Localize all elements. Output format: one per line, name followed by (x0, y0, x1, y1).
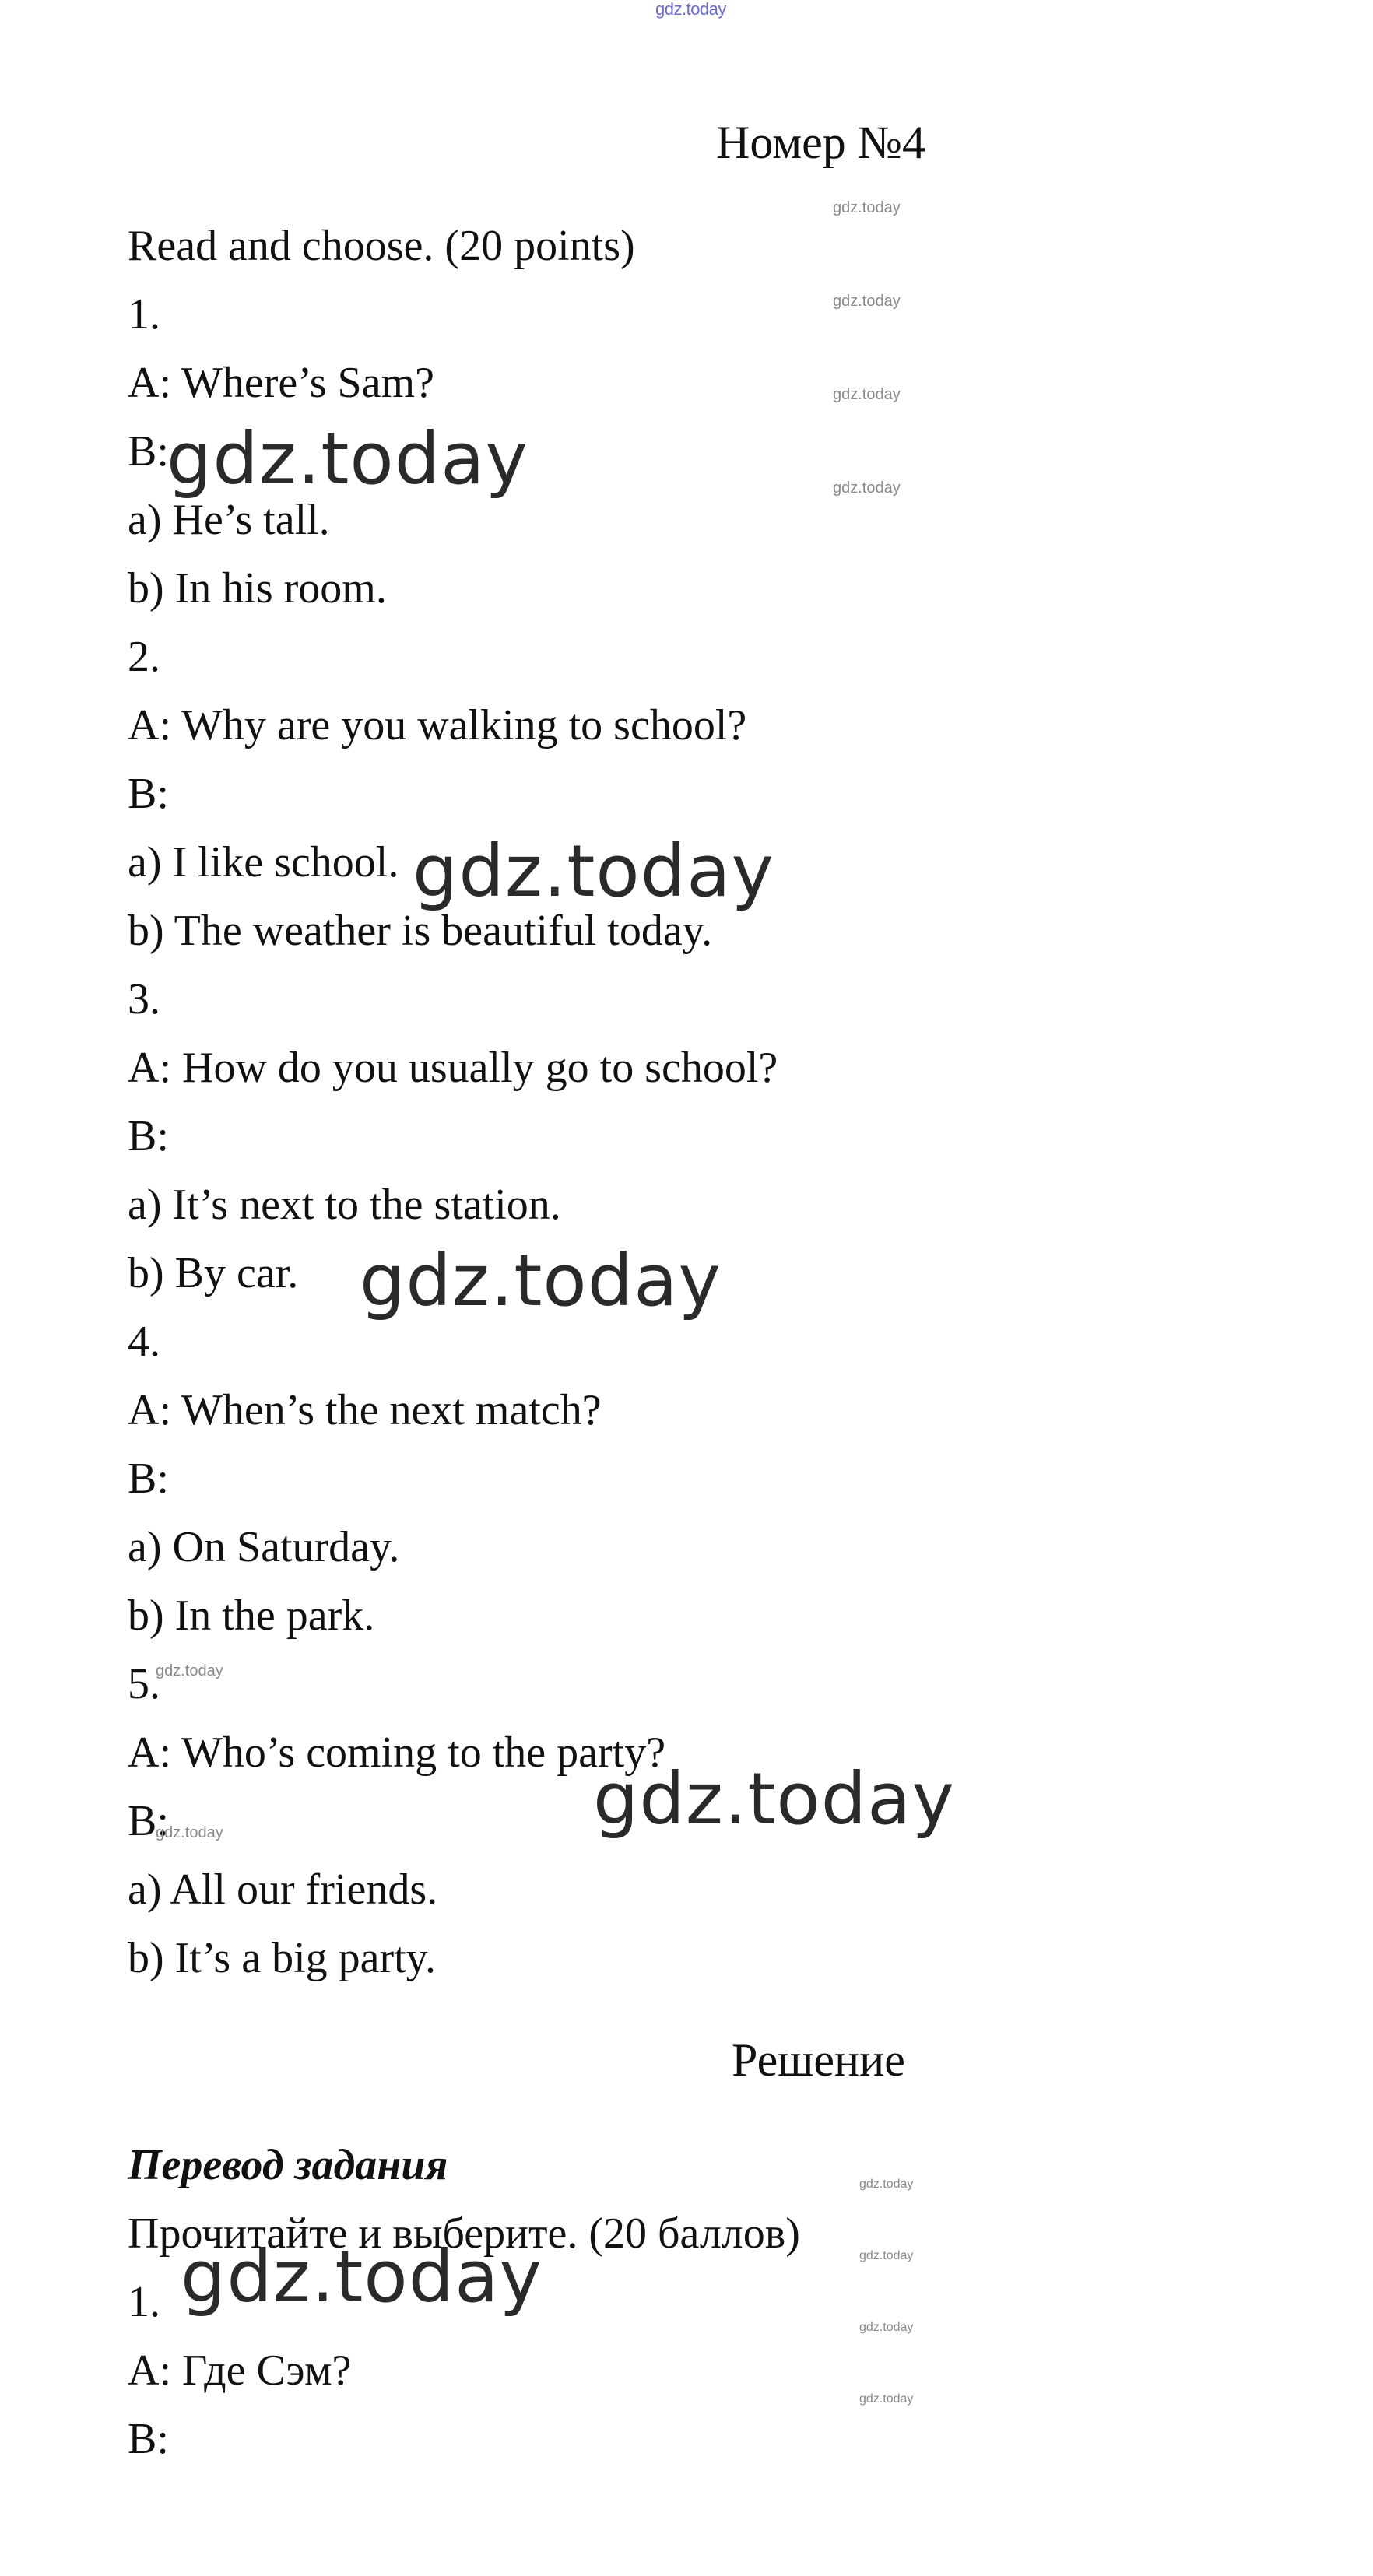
item-3-option-b: b) By car. (128, 1249, 299, 1297)
item-5-option-a: a) All our friends. (128, 1865, 438, 1914)
watermark-tiny: gdz.today (859, 2321, 914, 2334)
item-2-number: 2. (128, 633, 160, 681)
watermark-small: gdz.today (833, 199, 901, 216)
watermark-tiny: gdz.today (859, 2178, 914, 2191)
item-4-option-a: a) On Saturday. (128, 1523, 400, 1571)
translation-item-1-number: 1. (128, 2278, 160, 2326)
item-5-question: A: Who’s coming to the party? (128, 1728, 666, 1777)
watermark-small: gdz.today (833, 386, 901, 403)
translation-heading: Перевод задания (128, 2141, 448, 2189)
item-5-number: 5. (128, 1660, 160, 1708)
solution-title: Решение (732, 2034, 905, 2086)
watermark-large: gdz.today (360, 1239, 722, 1322)
item-4-option-b: b) In the park. (128, 1592, 375, 1640)
translation-instruction: Прочитайте и выберите. (20 баллов) (128, 2209, 800, 2258)
translation-item-1-answer-prefix: B: (128, 2415, 169, 2463)
item-2-question: A: Why are you walking to school? (128, 701, 747, 749)
watermark-small: gdz.today (156, 1824, 223, 1841)
watermark-small: gdz.today (156, 1662, 223, 1679)
top-watermark: gdz.today (655, 0, 726, 19)
watermark-small: gdz.today (833, 479, 901, 497)
item-1-option-a: a) He’s tall. (128, 496, 330, 544)
item-5-answer-prefix: B: (128, 1797, 169, 1845)
task-instruction: Read and choose. (20 points) (128, 222, 635, 270)
item-5-option-b: b) It’s a big party. (128, 1934, 437, 1982)
item-4-number: 4. (128, 1318, 160, 1366)
item-4-answer-prefix: B: (128, 1455, 169, 1503)
item-2-option-a: a) I like school. (128, 838, 399, 886)
item-2-answer-prefix: B: (128, 770, 169, 818)
item-3-number: 3. (128, 975, 160, 1023)
item-1-number: 1. (128, 290, 160, 339)
translation-item-1-question: A: Где Сэм? (128, 2346, 352, 2395)
watermark-tiny: gdz.today (859, 2392, 914, 2406)
watermark-small: gdz.today (833, 293, 901, 310)
item-2-option-b: b) The weather is beautiful today. (128, 907, 713, 955)
item-3-answer-prefix: B: (128, 1112, 169, 1160)
item-1-option-b: b) In his room. (128, 564, 387, 612)
watermark-tiny: gdz.today (859, 2249, 914, 2262)
item-1-answer-prefix: B: (128, 427, 169, 476)
watermark-large: gdz.today (593, 1757, 955, 1841)
item-1-question: A: Where’s Sam? (128, 359, 434, 407)
item-3-question: A: How do you usually go to school? (128, 1044, 778, 1092)
item-4-question: A: When’s the next match? (128, 1386, 602, 1434)
item-3-option-a: a) It’s next to the station. (128, 1181, 561, 1229)
page-title: Номер №4 (716, 117, 926, 168)
watermark-large: gdz.today (181, 2235, 543, 2318)
watermark-large: gdz.today (413, 830, 774, 913)
watermark-large: gdz.today (167, 417, 528, 500)
